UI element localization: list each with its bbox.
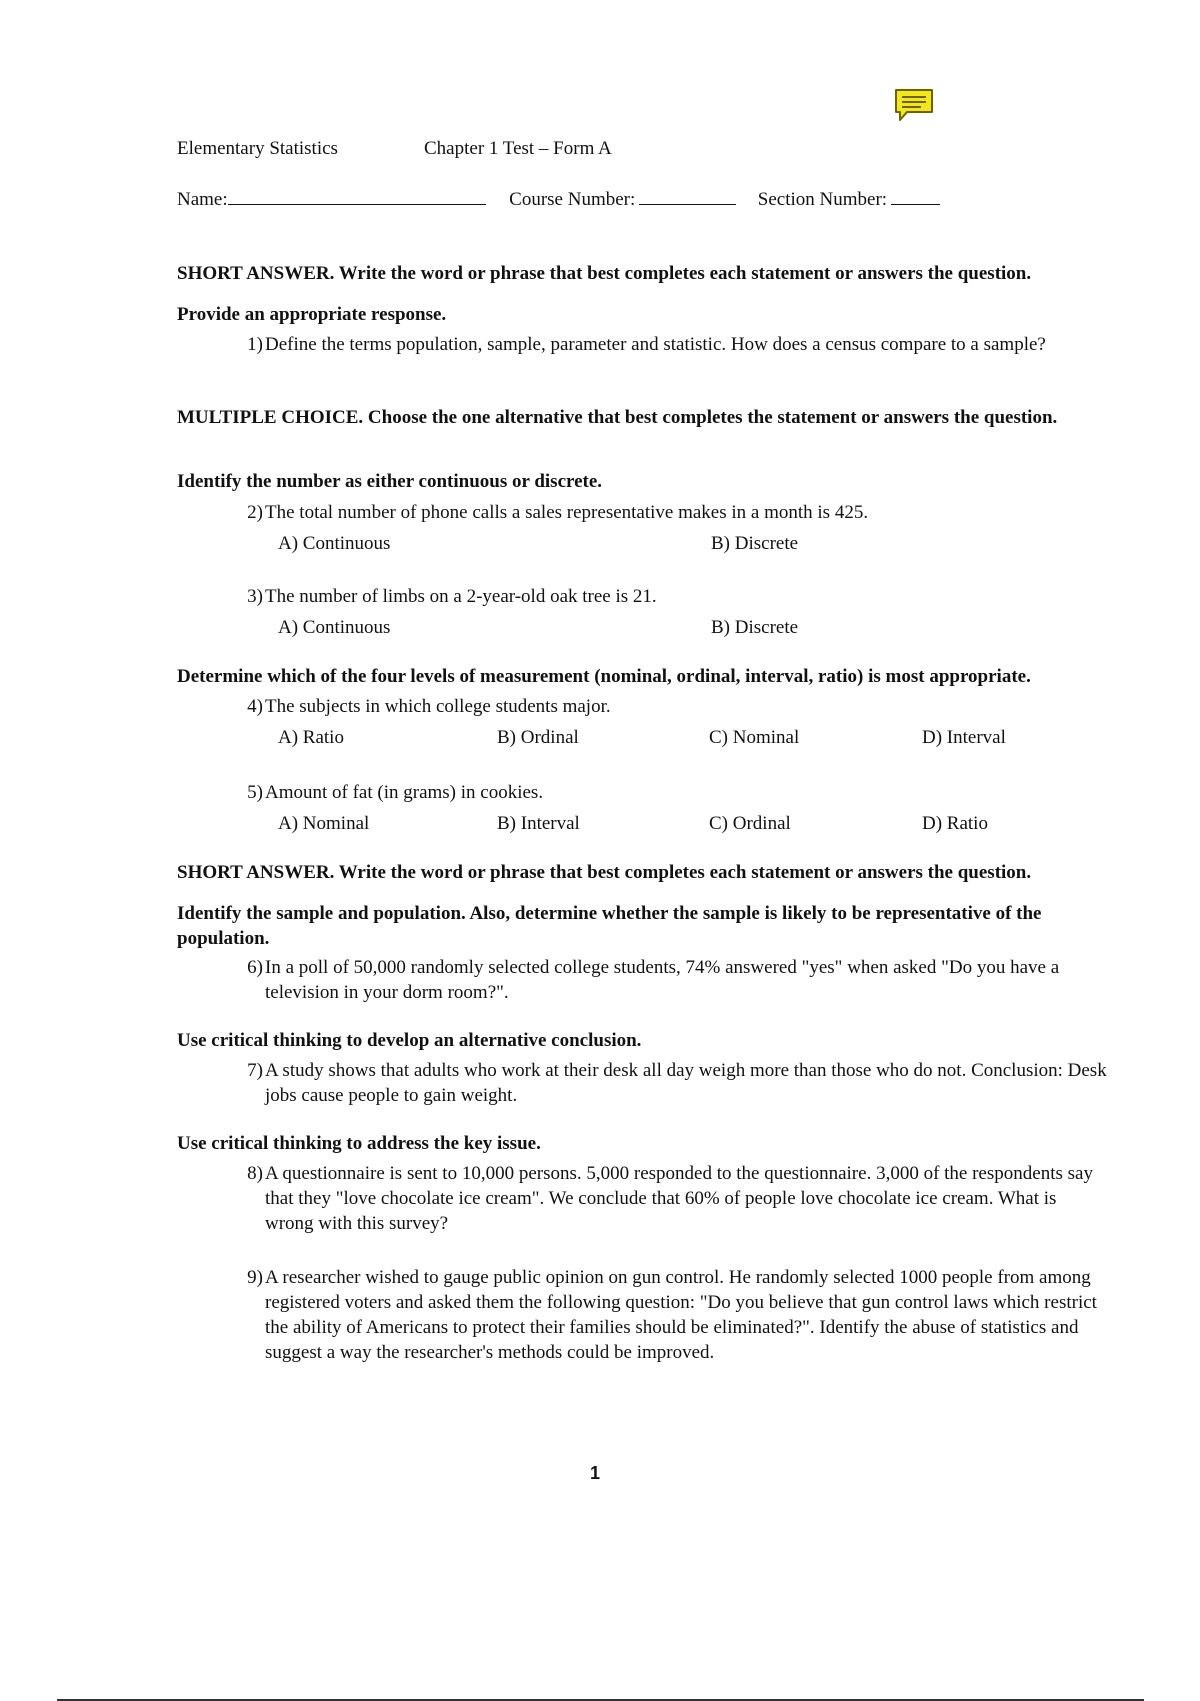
question-number: 2) <box>247 502 263 523</box>
question-text: In a poll of 50,000 randomly selected college students, 74% answered "yes" when asked "Do you have a television in your dorm room?". <box>265 957 1060 1003</box>
name-field[interactable] <box>228 186 486 205</box>
course-number-field[interactable] <box>639 186 736 205</box>
question-6 <box>237 955 1107 1005</box>
question-number: 8) <box>247 1163 263 1184</box>
section-number-label: Section Number: <box>757 189 888 210</box>
instruction-heading: Use critical thinking to develop an alternative conclusion. <box>177 1030 642 1051</box>
test-title: Chapter 1 Test – Form A <box>424 138 612 159</box>
instruction-heading: Use critical thinking to address the key issue. <box>177 1133 541 1154</box>
option-a[interactable]: A) Nominal <box>278 813 370 834</box>
question-8 <box>237 1161 1107 1236</box>
question-number: 6) <box>247 957 263 978</box>
option-c[interactable]: C) Nominal <box>709 727 800 748</box>
course-number-label: Course Number: <box>509 189 636 210</box>
option-b[interactable]: B) Interval <box>497 813 580 834</box>
question-text: A questionnaire is sent to 10,000 persons. 5,000 responded to the questionnaire. 3,000 of the respondents say that they "love chocolate ice cream". We conclude that 60% of people love chocolate ice cream. What is wrong with this survey? <box>265 1163 1093 1234</box>
section-heading-multiple-choice: MULTIPLE CHOICE. Choose the one alternative that best completes the statement or answers the question. <box>177 407 1058 428</box>
question-text: Amount of fat (in grams) in cookies. <box>265 782 544 803</box>
instruction-heading: Identify the sample and population. Also, determine whether the sample is likely to be representative of the population. <box>177 903 1042 949</box>
question-text: A researcher wished to gauge public opinion on gun control. He randomly selected 1000 people from among registered voters and asked them the following question: "Do you believe that gun control laws which restrict the ability of Americans to protect their families should be eliminated?". Identify the abuse of statistics and suggest a way the researcher's methods could be improved. <box>265 1267 1097 1363</box>
question-text: A study shows that adults who work at their desk all day weigh more than those who do not. Conclusion: Desk jobs cause people to gain weight. <box>265 1060 1107 1106</box>
question-number: 1) <box>247 334 263 355</box>
question-text: The total number of phone calls a sales representative makes in a month is 425. <box>265 502 869 523</box>
option-a[interactable]: A) Continuous <box>278 617 391 638</box>
question-number: 3) <box>247 586 263 607</box>
question-3 <box>237 584 1107 609</box>
option-b[interactable]: B) Discrete <box>711 533 799 554</box>
name-label: Name: <box>177 189 228 210</box>
course-title: Elementary Statistics <box>177 138 338 159</box>
question-text: The number of limbs on a 2-year-old oak tree is 21. <box>265 586 657 607</box>
option-a[interactable]: A) Ratio <box>278 727 344 748</box>
section-number-field[interactable] <box>891 186 940 205</box>
question-text: The subjects in which college students major. <box>265 696 611 717</box>
instruction-heading: Provide an appropriate response. <box>177 304 447 325</box>
student-info-row <box>177 186 940 212</box>
question-1 <box>237 332 1107 357</box>
question-number: 4) <box>247 696 263 717</box>
page-number: 1 <box>589 1463 600 1483</box>
sticky-note-icon[interactable] <box>893 87 935 123</box>
question-number: 9) <box>247 1267 263 1288</box>
question-number: 7) <box>247 1060 263 1081</box>
question-4 <box>237 694 1107 719</box>
option-d[interactable]: D) Ratio <box>922 813 988 834</box>
section-heading-short-answer: SHORT ANSWER. Write the word or phrase that best completes each statement or answers the question. <box>177 263 1032 284</box>
option-b[interactable]: B) Discrete <box>711 617 799 638</box>
instruction-heading: Identify the number as either continuous or discrete. <box>177 471 603 492</box>
question-5 <box>237 780 1107 805</box>
option-c[interactable]: C) Ordinal <box>709 813 791 834</box>
question-7 <box>237 1058 1107 1108</box>
question-number: 5) <box>247 782 263 803</box>
option-a[interactable]: A) Continuous <box>278 533 391 554</box>
option-b[interactable]: B) Ordinal <box>497 727 579 748</box>
question-9 <box>237 1265 1107 1365</box>
option-d[interactable]: D) Interval <box>922 727 1006 748</box>
instruction-heading: Determine which of the four levels of measurement (nominal, ordinal, interval, ratio) is most appropriate. <box>177 666 1031 687</box>
question-text: Define the terms population, sample, parameter and statistic. How does a census compare to a sample? <box>265 334 1046 355</box>
question-2 <box>237 500 1107 525</box>
section-heading-short-answer: SHORT ANSWER. Write the word or phrase that best completes each statement or answers the question. <box>177 862 1032 883</box>
